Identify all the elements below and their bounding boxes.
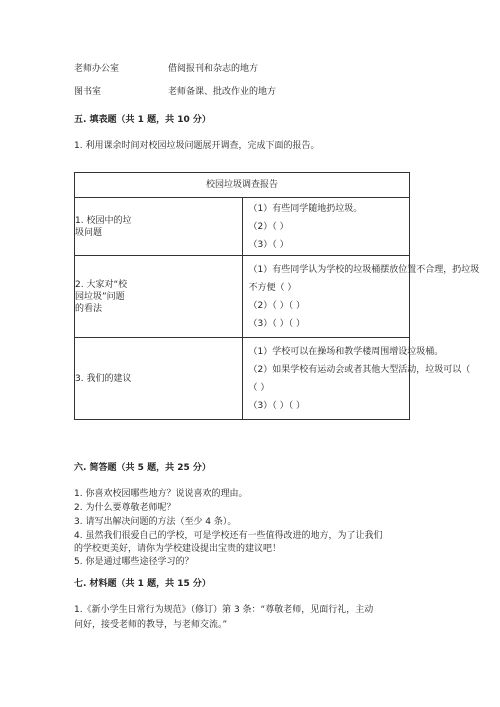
report-row-3-line-3[interactable]: （ ） <box>248 382 270 393</box>
report-row-3-content <box>242 338 471 420</box>
report-row-3-label: 3. 我们的建议 <box>75 338 243 420</box>
report-title: 校园垃圾调查报告 <box>75 173 410 198</box>
section-5-question: 1. 利用课余时间对校园垃圾问题展开调查，完成下面的报告。 <box>74 141 320 151</box>
section-6-q2: 2. 为什么要尊敬老师呢？ <box>74 503 176 513</box>
section-6-q4-line2: 的学校更美好，请你为学校建设提出宝贵的建议吧！ <box>74 544 282 554</box>
match-right-1: 借阅报刊和杂志的地方 <box>168 64 259 74</box>
match-left-2: 图书室 <box>74 87 102 97</box>
report-row-2-line-4[interactable]: （3）（ ）（ ） <box>248 318 305 329</box>
section-6-q3: 3. 请写出解决问题的方法（至少 4 条）。 <box>74 517 237 527</box>
report-row-1-line-2[interactable]: （2）（ ） <box>248 221 289 232</box>
match-right-2: 老师备课、批改作业的地方 <box>168 87 277 97</box>
section-6-q4-line1: 4. 虽然我们很爱自己的学校，可是学校还有一些值得改进的地方，为了让我们 <box>74 531 383 541</box>
report-row-3-line-1: （1）学校可以在操场和教学楼周围增设垃圾桶。 <box>248 346 444 357</box>
section-6-title: 六. 简答题（共 5 题，共 25 分） <box>74 463 211 473</box>
section-5-title: 五. 填表题（共 1 题，共 10 分） <box>74 115 211 125</box>
report-row-2-line-3[interactable]: （2）（ ）（ ） <box>248 300 305 311</box>
report-row-3-line-2[interactable]: （2）如果学校有运动会或者其他大型活动，垃圾可以（ <box>248 364 471 375</box>
report-row-3-line-4[interactable]: （3）（ ）（ ） <box>248 400 305 411</box>
report-row-1-line-1: （1）有些同学随地扔垃圾。 <box>248 203 363 214</box>
match-left-1: 老师办公室 <box>74 64 120 74</box>
report-row-1-content <box>242 198 410 256</box>
report-row-2-label: 2. 大家对“校 园垃圾”问题 的看法 <box>75 256 243 338</box>
report-row-2-line-1: （1）有些同学认为学校的垃圾桶摆放位置不合理，扔垃圾 <box>248 264 480 275</box>
report-table <box>74 172 480 420</box>
section-7-title: 七. 材料题（共 1 题，共 15 分） <box>74 579 211 589</box>
report-row-2-content <box>242 256 480 338</box>
report-row-1-line-3[interactable]: （3）（ ） <box>248 239 289 250</box>
section-6-q1: 1. 你喜欢校园哪些地方？说说喜欢的理由。 <box>74 489 248 499</box>
section-7-question-line2: 问好，接受老师的教导，与老师交流。” <box>74 620 228 630</box>
report-row-2-line-2[interactable]: 不方便（ ） <box>248 282 297 293</box>
section-6-q5: 5. 你是通过哪些途径学习的？ <box>74 557 194 567</box>
section-7-question-line1: 1.《新小学生日常行为规范》（修订）第 3 条：“尊敬老师，见面行礼，主动 <box>74 605 374 615</box>
report-row-1-label: 1. 校园中的垃 圾问题 <box>75 198 243 256</box>
